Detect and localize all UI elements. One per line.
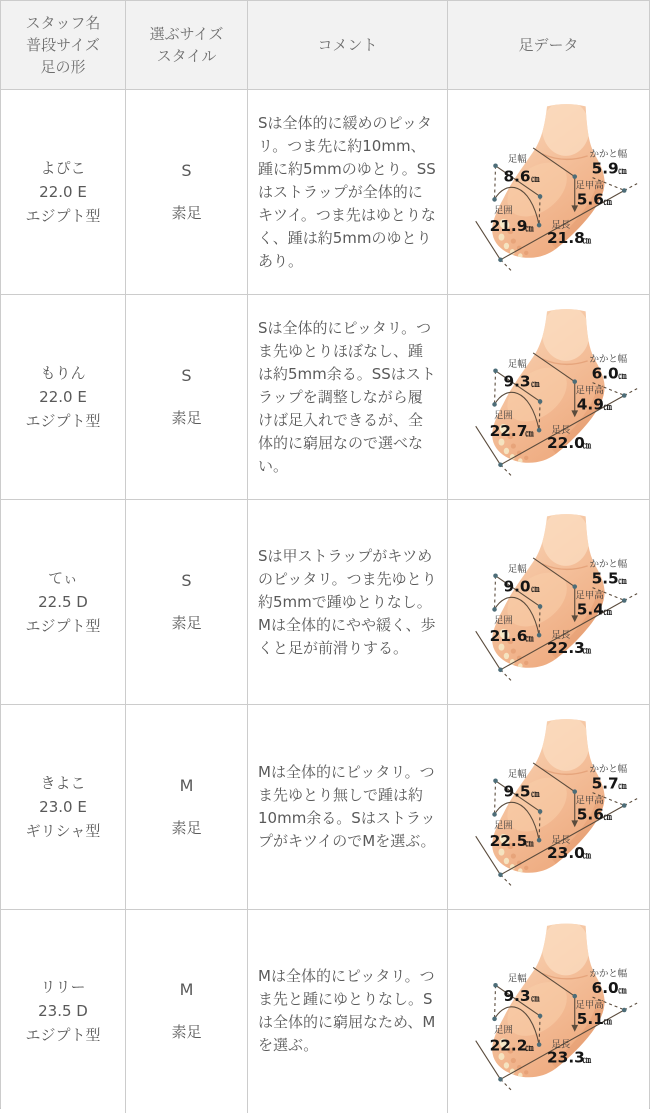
staff-foot-shape: エジプト型 <box>25 412 101 430</box>
staff-name-cell <box>1 295 126 500</box>
staff-name: きよこ <box>40 774 86 792</box>
foot-length-label: 足長 <box>551 630 571 642</box>
chosen-size-cell <box>126 295 248 500</box>
foot-length-value: 22.0 <box>547 433 585 452</box>
instep-height-value: 4.9 <box>576 395 604 414</box>
header-foot-data <box>448 1 649 90</box>
comment-cell <box>248 910 448 1113</box>
chosen-size-cell <box>126 500 248 705</box>
foot-girth-unit: ㎝ <box>525 428 534 439</box>
foot-girth-label: 足囲 <box>494 615 513 627</box>
chosen-size-value: S <box>181 366 192 385</box>
heel-width-value: 5.9 <box>591 159 619 178</box>
foot-length-value: 22.3 <box>547 638 585 657</box>
staff-name-cell <box>1 705 126 910</box>
heel-width-label: かかと幅 <box>589 558 628 570</box>
header-staff-name-line2: 普段サイズ <box>26 36 100 54</box>
chosen-size-value: S <box>181 161 192 180</box>
foot-length-label: 足長 <box>551 1039 571 1051</box>
foot-measurement-diagram <box>448 295 649 499</box>
instep-height-value: 5.6 <box>576 805 604 824</box>
foot-girth-value: 21.6 <box>489 627 528 646</box>
comment-text: Sは甲ストラップがキツめのピッタリ。つま先ゆとり約5mmで踵ゆとりなし。Mは全体的にやや緩く、歩くと足が前滑りする。 <box>258 546 437 657</box>
foot-data-cell <box>448 705 649 910</box>
header-chosen-size-line1: 選ぶサイズ <box>149 25 224 43</box>
comment-text: Sは全体的にピッタリ。つま先ゆとりほぼなし、踵は約5mm余る。SSはストラップを調整しながら履けば足入れできるが、全体的に窮屈なので選べない。 <box>258 318 436 475</box>
foot-measurement-diagram <box>448 910 649 1113</box>
foot-width-unit: ㎝ <box>531 173 540 184</box>
instep-height-unit: ㎝ <box>603 811 612 822</box>
foot-width-label: 足幅 <box>507 153 527 165</box>
instep-height-unit: ㎝ <box>603 606 612 617</box>
staff-usual-size: 22.0 E <box>39 388 87 406</box>
header-comment <box>248 1 448 90</box>
instep-height-label: 足甲高 <box>575 795 604 807</box>
staff-foot-shape: エジプト型 <box>25 617 101 635</box>
foot-measurement-diagram <box>448 500 649 704</box>
header-staff-name <box>1 1 126 90</box>
comment-cell <box>248 90 448 295</box>
instep-height-label: 足甲高 <box>575 590 604 602</box>
instep-height-unit: ㎝ <box>603 1015 612 1026</box>
foot-width-unit: ㎝ <box>531 993 540 1004</box>
comment-text: Sは全体的に緩めのピッタリ。つま先に約10mm、踵に約5mmのゆとり。SSはストラップが全体的にキツイ。つま先はゆとりなく、踵は約5mmのゆとりあり。 <box>258 113 436 270</box>
comment-cell <box>248 500 448 705</box>
table-row <box>1 295 649 500</box>
foot-length-unit: ㎝ <box>582 644 592 655</box>
instep-height-value: 5.6 <box>576 190 604 209</box>
staff-usual-size: 22.0 E <box>39 183 87 201</box>
foot-length-value: 23.3 <box>547 1048 585 1067</box>
foot-data-cell <box>448 910 649 1113</box>
heel-width-unit: ㎝ <box>618 165 627 176</box>
comment-cell <box>248 295 448 500</box>
heel-width-label: かかと幅 <box>589 148 628 160</box>
heel-width-value: 5.5 <box>591 569 619 588</box>
instep-height-label: 足甲高 <box>575 385 604 397</box>
foot-length-unit: ㎝ <box>582 849 592 860</box>
foot-width-unit: ㎝ <box>531 788 540 799</box>
style-value: 素足 <box>171 819 202 837</box>
header-comment-label: コメント <box>317 36 378 54</box>
foot-length-label: 足長 <box>551 835 571 847</box>
foot-width-value: 9.3 <box>503 372 531 391</box>
instep-height-unit: ㎝ <box>603 401 612 412</box>
foot-data-cell <box>448 500 649 705</box>
heel-width-value: 6.0 <box>591 979 619 998</box>
staff-foot-shape: エジプト型 <box>25 207 101 225</box>
foot-width-label: 足幅 <box>507 563 527 575</box>
foot-girth-unit: ㎝ <box>525 633 534 644</box>
staff-name: リリー <box>40 978 86 997</box>
foot-length-value: 21.8 <box>547 228 585 247</box>
instep-height-value: 5.1 <box>576 1009 604 1028</box>
foot-width-unit: ㎝ <box>531 378 540 389</box>
comment-text: Mは全体的にピッタリ。つま先と踵にゆとりなし。Sは全体的に窮屈なため、Mを選ぶ。 <box>258 967 436 1055</box>
foot-length-unit: ㎝ <box>582 1054 592 1065</box>
foot-width-value: 8.6 <box>503 167 531 186</box>
foot-length-label: 足長 <box>551 220 571 232</box>
foot-width-label: 足幅 <box>507 768 527 780</box>
foot-girth-value: 21.9 <box>489 217 528 236</box>
staff-name-cell <box>1 910 126 1113</box>
chosen-size-value: S <box>181 571 192 590</box>
table-row <box>1 910 649 1113</box>
chosen-size-cell <box>126 705 248 910</box>
staff-usual-size: 23.5 D <box>38 1002 88 1021</box>
foot-data-cell <box>448 90 649 295</box>
staff-name: てぃ <box>48 569 78 587</box>
heel-width-label: かかと幅 <box>589 968 628 980</box>
foot-girth-label: 足囲 <box>494 820 513 832</box>
heel-width-value: 6.0 <box>591 364 619 383</box>
heel-width-label: かかと幅 <box>589 353 628 365</box>
header-staff-name-line3: 足の形 <box>40 58 86 76</box>
staff-foot-shape: ギリシャ型 <box>25 822 101 840</box>
chosen-size-cell <box>126 90 248 295</box>
instep-height-unit: ㎝ <box>603 196 612 207</box>
staff-name: もりん <box>40 364 86 382</box>
style-value: 素足 <box>171 409 202 427</box>
staff-usual-size: 23.0 E <box>39 798 87 816</box>
foot-girth-value: 22.7 <box>489 422 528 441</box>
staff-name: よぴこ <box>40 159 86 177</box>
foot-girth-value: 22.5 <box>489 832 528 851</box>
foot-measurement-diagram <box>448 90 649 294</box>
staff-name-cell <box>1 500 126 705</box>
foot-width-value: 9.0 <box>503 577 531 596</box>
staff-name-cell <box>1 90 126 295</box>
foot-data-cell <box>448 295 649 500</box>
foot-width-label: 足幅 <box>507 973 527 985</box>
header-chosen-size-line2: スタイル <box>156 47 217 65</box>
heel-width-value: 5.7 <box>591 774 619 793</box>
foot-girth-unit: ㎝ <box>525 1042 534 1053</box>
foot-girth-label: 足囲 <box>494 205 513 217</box>
header-foot-data-label: 足データ <box>518 36 579 54</box>
heel-width-unit: ㎝ <box>618 985 627 996</box>
foot-length-value: 23.0 <box>547 843 585 862</box>
heel-width-unit: ㎝ <box>618 575 627 586</box>
foot-girth-unit: ㎝ <box>525 838 534 849</box>
foot-length-unit: ㎝ <box>582 439 592 450</box>
foot-girth-label: 足囲 <box>494 410 513 422</box>
table-row <box>1 500 649 705</box>
style-value: 素足 <box>171 1023 202 1042</box>
table-header-row <box>1 1 649 90</box>
staff-foot-shape: エジプト型 <box>25 1026 101 1045</box>
staff-usual-size: 22.5 D <box>38 593 88 611</box>
instep-height-value: 5.4 <box>576 600 604 619</box>
style-value: 素足 <box>171 204 202 222</box>
foot-length-label: 足長 <box>551 425 571 437</box>
instep-height-label: 足甲高 <box>575 1000 604 1012</box>
foot-measurement-diagram <box>448 705 649 909</box>
instep-height-label: 足甲高 <box>575 180 604 192</box>
comment-text: Mは全体的にピッタリ。つま先ゆとり無しで踵は約10mm余る。SはストラップがキツイのでMを選ぶ。 <box>258 763 436 850</box>
foot-width-unit: ㎝ <box>531 583 540 594</box>
foot-width-value: 9.3 <box>503 987 531 1006</box>
heel-width-unit: ㎝ <box>618 370 627 381</box>
heel-width-unit: ㎝ <box>618 780 627 791</box>
header-chosen-size <box>126 1 248 90</box>
foot-girth-unit: ㎝ <box>525 223 534 234</box>
foot-length-unit: ㎝ <box>582 234 592 245</box>
heel-width-label: かかと幅 <box>589 763 628 775</box>
chosen-size-value: M <box>179 980 194 1000</box>
foot-width-value: 9.5 <box>503 782 531 801</box>
foot-width-label: 足幅 <box>507 358 527 370</box>
foot-girth-value: 22.2 <box>489 1036 528 1055</box>
comment-cell <box>248 705 448 910</box>
table-row <box>1 705 649 910</box>
table-row <box>1 90 649 295</box>
foot-girth-label: 足囲 <box>494 1024 513 1036</box>
chosen-size-value: M <box>179 776 194 795</box>
chosen-size-cell <box>126 910 248 1113</box>
header-staff-name-line1: スタッフ名 <box>25 14 101 32</box>
style-value: 素足 <box>171 614 202 632</box>
